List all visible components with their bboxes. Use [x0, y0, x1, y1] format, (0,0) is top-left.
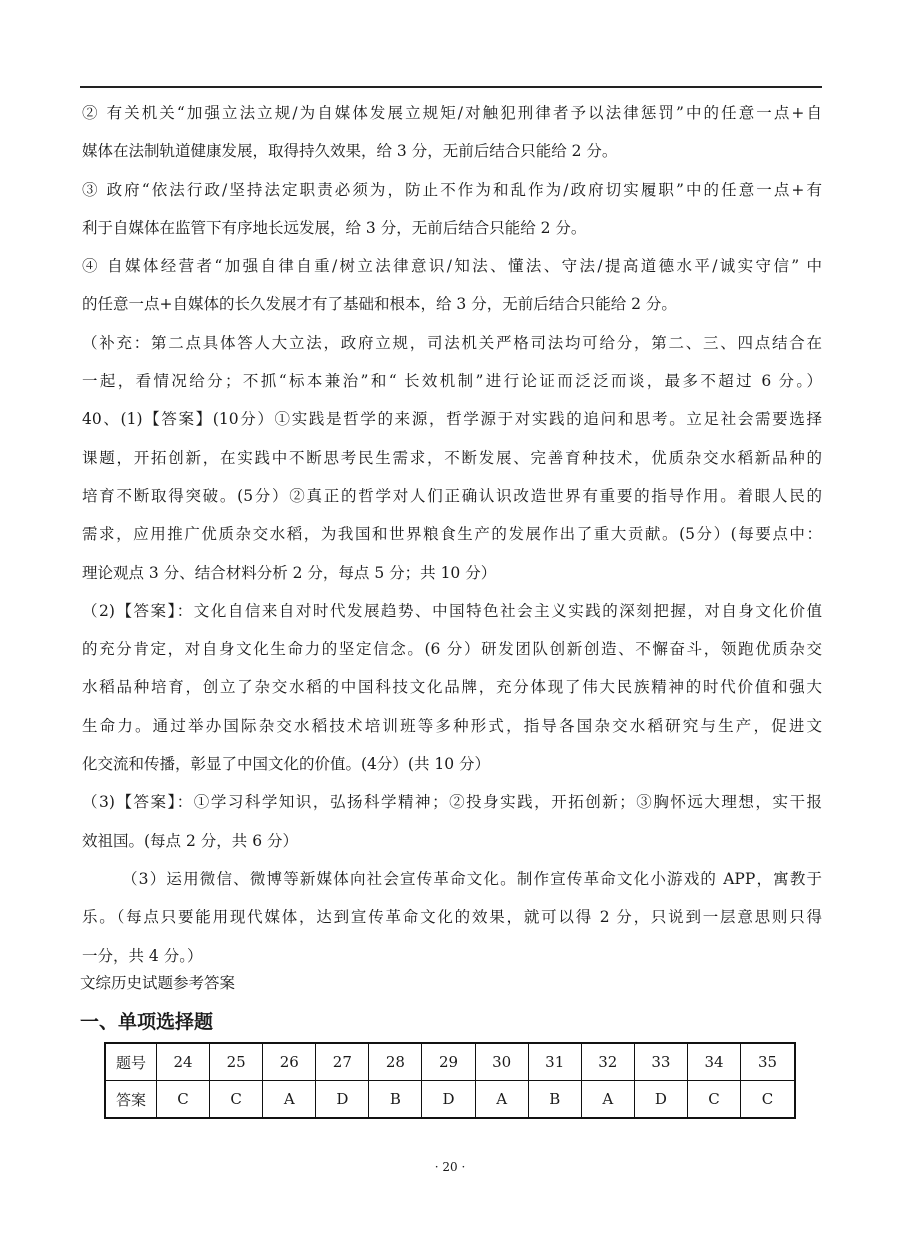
- text-line: 课题，开拓创新，在实践中不断思考民生需求，不断发展、完善育种技术，优质杂交水稻新品种的: [82, 448, 822, 467]
- text-line: 效祖国。(每点 2 分，共 6 分）: [82, 831, 298, 850]
- answer-cell: A: [263, 1081, 316, 1119]
- answer-cell: C: [157, 1081, 210, 1119]
- answer-label: 答案: [105, 1081, 157, 1119]
- question-number-row: [105, 1043, 795, 1081]
- answer-cell: C: [687, 1081, 740, 1119]
- answer-row: [105, 1081, 795, 1119]
- question-number-cell: 34: [687, 1043, 740, 1081]
- answer-cell: D: [422, 1081, 475, 1119]
- question-number-cell: 33: [634, 1043, 687, 1081]
- answer-cell: C: [210, 1081, 263, 1119]
- text-line: 培育不断取得突破。(5分）②真正的哲学对人们正确认识改造世界有重要的指导作用。着眼人民的: [82, 486, 822, 505]
- question-number-cell: 32: [581, 1043, 634, 1081]
- text-line: 需求，应用推广优质杂交水稻，为我国和世界粮食生产的发展作出了重大贡献。(5分）(每要点中：: [82, 525, 822, 544]
- question-number-label: 题号: [105, 1043, 157, 1081]
- question-number-cell: 29: [422, 1043, 475, 1081]
- answer-cell: C: [741, 1081, 795, 1119]
- text-line: 生命力。通过举办国际杂交水稻技术培训班等多种形式，指导各国杂交水稻研究与生产，促进文: [82, 716, 822, 735]
- question-number-cell: 25: [210, 1043, 263, 1081]
- text-line: 的充分肯定，对自身文化生命力的坚定信念。(6 分）研发团队创新创造、不懈奋斗，领跑优质杂交: [82, 640, 822, 659]
- text-line: 理论观点 3 分、结合材料分析 2 分，每点 5 分；共 10 分）: [82, 563, 497, 582]
- text-line: （2)【答案】：文化自信来自对时代发展趋势、中国特色社会主义实践的深刻把握，对自身文化价值: [82, 601, 822, 620]
- text-line: 乐。（每点只要能用现代媒体，达到宣传革命文化的效果，就可以得 2 分，只说到一层意思则只得: [82, 908, 822, 927]
- text-line: （补充：第二点具体答人大立法，政府立规，司法机关严格司法均可给分，第二、三、四点结合在: [82, 333, 822, 352]
- question-number-cell: 27: [316, 1043, 369, 1081]
- answer-cell: B: [528, 1081, 581, 1119]
- answer-cell: A: [581, 1081, 634, 1119]
- answer-cell: D: [316, 1081, 369, 1119]
- text-line: ② 有关机关“加强立法立规/为自媒体发展立规矩/对触犯刑律者予以法律惩罚”中的任意一点+自: [82, 104, 822, 122]
- text-line: （3)【答案】：①学习科学知识，弘扬科学精神；②投身实践，开拓创新；③胸怀远大理想，实干报: [82, 793, 822, 812]
- text-line: ③ 政府“依法行政/坚持法定职责必须为，防止不作为和乱作为/政府切实履职”中的任意一点+有: [82, 180, 822, 199]
- answer-cell: B: [369, 1081, 422, 1119]
- text-line: 媒体在法制轨道健康发展，取得持久效果，给 3 分，无前后结合只能给 2 分。: [82, 142, 618, 161]
- text-line: （3）运用微信、微博等新媒体向社会宣传革命文化。制作宣传革命文化小游戏的 APP，寓教于: [122, 869, 822, 888]
- answer-text-body: [80, 94, 822, 975]
- question-number-cell: 30: [475, 1043, 528, 1081]
- question-number-cell: 28: [369, 1043, 422, 1081]
- text-line: 利于自媒体在监管下有序地长远发展，给 3 分，无前后结合只能给 2 分。: [82, 218, 587, 237]
- answer-table: [104, 1042, 796, 1119]
- question-number-cell: 35: [741, 1043, 795, 1081]
- page-number: · 20 ·: [434, 1160, 466, 1174]
- text-line: 化交流和传播，彰显了中国文化的价值。(4分）(共 10 分）: [82, 755, 491, 774]
- section-heading: 一、单项选择题: [80, 1011, 214, 1033]
- answer-cell: D: [634, 1081, 687, 1119]
- history-answers-title: 文综历史试题参考答案: [80, 974, 236, 992]
- text-line: ④ 自媒体经营者“加强自律自重/树立法律意识/知法、懂法、守法/提高道德水平/诚实守信” 中: [82, 257, 822, 276]
- text-line: 一起，看情况给分；不抓“标本兼治”和“ 长效机制”进行论证而泛泛而谈，最多不超过 6 分。）: [82, 372, 822, 391]
- answer-cell: A: [475, 1081, 528, 1119]
- question-number-cell: 31: [528, 1043, 581, 1081]
- header-rule: [80, 86, 822, 88]
- text-line: 一分，共 4 分。）: [82, 946, 203, 965]
- text-line: 水稻品种培育，创立了杂交水稻的中国科技文化品牌，充分体现了伟大民族精神的时代价值和强大: [82, 678, 822, 697]
- question-number-cell: 26: [263, 1043, 316, 1081]
- text-line: 的任意一点+自媒体的长久发展才有了基础和根本，给 3 分，无前后结合只能给 2 分。: [82, 295, 677, 314]
- text-line: 40、(1)【答案】(10分）①实践是哲学的来源，哲学源于对实践的追问和思考。立足社会需要选择: [82, 410, 822, 429]
- question-number-cell: 24: [157, 1043, 210, 1081]
